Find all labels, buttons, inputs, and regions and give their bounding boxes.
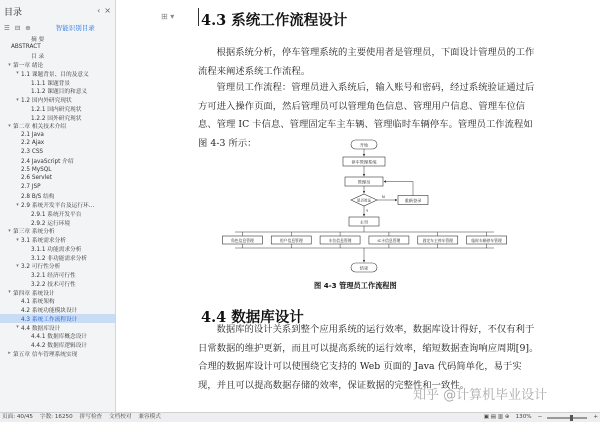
toc-item-label: 4.1 系统架构 xyxy=(21,299,55,306)
toc-item[interactable] xyxy=(0,34,115,43)
toc-item[interactable] xyxy=(0,349,115,358)
toc-item-label: 2.3 CSS xyxy=(21,149,44,156)
watermark: 知乎 @计算机毕业设计 xyxy=(413,388,548,403)
collapse-all-icon[interactable]: ⊟ xyxy=(14,23,21,32)
toc-item[interactable] xyxy=(0,183,115,192)
expand-all-icon[interactable]: ☰ xyxy=(4,23,10,32)
toc-item[interactable] xyxy=(0,157,115,166)
toc-item-label: 第四章 系统设计 xyxy=(13,290,55,297)
flow-end-label: 结束 xyxy=(359,265,369,271)
toc-item[interactable] xyxy=(0,87,115,96)
chevron-icon[interactable]: ▾ xyxy=(16,236,19,243)
toc-item-label: 2.2 Ajax xyxy=(21,140,45,147)
chevron-icon[interactable]: ▾ xyxy=(16,324,19,331)
toc-item[interactable] xyxy=(0,192,115,201)
toc-item[interactable] xyxy=(0,332,115,341)
toc-item[interactable] xyxy=(0,174,115,183)
chevron-icon[interactable]: ▾ xyxy=(16,70,19,77)
toc-item-label: 1.2.2 国外研究现状 xyxy=(31,115,82,122)
toc-item-label: 1.1.1 课题背景 xyxy=(31,80,71,87)
toc-item[interactable] xyxy=(0,43,115,52)
flow-yes-label: Y xyxy=(366,209,369,213)
toc-item-label: 第五章 信车管理系统实现 xyxy=(13,351,78,358)
flow-check-label: 是否验证 xyxy=(356,198,372,203)
compat-mode-label: 兼容模式 xyxy=(138,413,161,420)
flow-module-label: 临时车辆停车管理 xyxy=(471,238,502,243)
toc-item-label: 2.7 JSP xyxy=(21,184,41,191)
zoom-slider[interactable] xyxy=(547,417,587,419)
view-mode-icons[interactable]: ▣ ▤ ▥ ⊕ xyxy=(483,413,510,420)
toc-item[interactable] xyxy=(0,314,115,323)
toc-item[interactable] xyxy=(0,218,115,227)
toc-item-label: 2.4 JavaScript 介绍 xyxy=(21,159,74,166)
flow-start-label: 开始 xyxy=(359,142,369,148)
toc-item-label: 1.2 国内外研究现状 xyxy=(21,98,72,105)
chevron-icon[interactable]: ▾ xyxy=(16,96,19,103)
page-indicator[interactable]: 页面: 40/45 xyxy=(2,413,33,420)
toc-item-label: 4.3 系统工作流程设计 xyxy=(21,316,78,323)
flow-module-label: 固定车主停车管理 xyxy=(422,238,453,243)
toc-item-label: 第一章 绪论 xyxy=(13,63,44,70)
chevron-icon[interactable]: ▾ xyxy=(8,289,11,296)
document-page[interactable] xyxy=(116,0,600,412)
toc-item[interactable] xyxy=(0,227,115,236)
add-heading-icon[interactable]: ⊕ xyxy=(25,23,31,32)
flow-main-label: 主页 xyxy=(359,219,369,225)
toc-item-label: 3.2.1 经济可行性 xyxy=(31,273,76,280)
proofread-button[interactable]: 文档校对 xyxy=(109,413,132,420)
toc-item-label: ABSTRACT xyxy=(11,44,41,51)
toc-item-label: 目 录 xyxy=(31,54,45,61)
chevron-icon[interactable]: ▸ xyxy=(8,350,11,357)
toc-sidebar xyxy=(0,0,116,412)
flow-module-label: IC卡信息管理 xyxy=(377,238,401,243)
toc-item[interactable] xyxy=(0,288,115,297)
toc-item-label: 1.2.1 国内研究现状 xyxy=(31,106,82,113)
flow-module-label: 车位信息管理 xyxy=(328,238,352,243)
toc-item-label: 3.1.2 非功能需求分析 xyxy=(31,255,88,262)
flow-module-label: 角色信息管理 xyxy=(231,238,254,243)
toc-item-label: 2.1 Java xyxy=(21,131,44,138)
toc-item-label: 2.5 MySQL xyxy=(21,166,52,173)
section-heading-4-4[interactable]: 4.4 数据库设计 xyxy=(201,309,304,326)
toc-item-label: 2.6 Servlet xyxy=(21,175,52,182)
spell-check-button[interactable]: 拼写检查 xyxy=(79,413,103,420)
flow-relogin-label: 重新登录 xyxy=(404,198,422,203)
toc-item[interactable] xyxy=(0,69,115,78)
toc-item-label: 4.4.1 数据库概念设计 xyxy=(31,334,88,341)
toc-item[interactable] xyxy=(0,262,115,271)
sidebar-title: 目录 xyxy=(4,7,23,18)
toc-item[interactable] xyxy=(0,60,115,69)
admin-workflow-diagram xyxy=(212,136,512,281)
toc-item-label: 第二章 相关技术介绍 xyxy=(13,124,66,131)
toc-item[interactable] xyxy=(0,253,115,262)
toc-item[interactable] xyxy=(0,122,115,131)
toc-item-label: 3.1 系统需求分析 xyxy=(21,238,66,245)
toc-item[interactable] xyxy=(0,305,115,314)
toc-item[interactable] xyxy=(0,279,115,288)
toc-item-label: 1.1 课题背景、目的及意义 xyxy=(21,71,89,78)
close-icon[interactable]: × xyxy=(104,6,111,15)
toc-list xyxy=(0,34,115,358)
toc-item-label: 摘 要 xyxy=(31,36,45,43)
flow-no-label: N xyxy=(382,195,385,199)
toc-item[interactable] xyxy=(0,139,115,148)
text-cursor xyxy=(198,8,199,26)
paragraph-workflow[interactable]: 管理员工作流程：管理员进入系统后，输入账号和密码，经过系统验证通过后方可进入操作页面，然后管理员可以管理角色信息、管理用户信息、管理车位信息、管理 IC 卡信息、管理固定车主车辆、管理临时车辆停车。管理员工作流程如图 4-3 所示： xyxy=(198,82,535,149)
toc-item[interactable] xyxy=(0,165,115,174)
smart-toc-button[interactable]: 智能识别目录 xyxy=(55,23,95,32)
chevron-icon[interactable]: ▾ xyxy=(16,201,19,208)
zoom-out-icon[interactable]: − xyxy=(537,413,543,420)
toc-item[interactable] xyxy=(0,297,115,306)
chevron-icon[interactable]: ▾ xyxy=(8,122,11,129)
toc-item[interactable] xyxy=(0,323,115,332)
toc-item[interactable] xyxy=(0,244,115,253)
toc-item-label: 2.8 B/S 结构 xyxy=(21,194,55,201)
zoom-in-icon[interactable]: + xyxy=(593,413,598,420)
toc-item-label: 3.2.2 技术可行性 xyxy=(31,281,76,288)
toc-item[interactable] xyxy=(0,209,115,218)
toc-item-label: 4.4 数据库设计 xyxy=(21,325,61,332)
toc-item-label: 2.9.1 系统开发平台 xyxy=(31,211,82,218)
toc-item[interactable] xyxy=(0,130,115,139)
toc-item[interactable] xyxy=(0,104,115,113)
toc-item-label: 2.9 系统开发平台及运行环... xyxy=(21,203,95,210)
flow-admin-label: 管理员 xyxy=(357,179,371,185)
word-count[interactable]: 字数: 16250 xyxy=(39,413,73,420)
chevron-icon[interactable]: ▾ xyxy=(16,262,19,269)
toc-item-label: 4.4.2 数据库逻辑设计 xyxy=(31,343,88,350)
flow-system-label: 停车管理系统 xyxy=(351,159,377,165)
sidebar-toolbar xyxy=(0,22,115,34)
status-bar xyxy=(0,412,600,422)
paragraph-intro[interactable]: 根据系统分析，停车管理系统的主要使用者是管理员，下面设计管理员的工作流程来阐述系统工作流程。 xyxy=(198,47,535,77)
toc-item[interactable] xyxy=(0,270,115,279)
chevron-icon[interactable]: ▾ xyxy=(8,61,11,68)
chevron-icon[interactable]: ▾ xyxy=(8,227,11,234)
paragraph-mark-icon: ⊞ ▾ xyxy=(161,12,175,21)
toc-item[interactable] xyxy=(0,340,115,349)
toc-item[interactable] xyxy=(0,95,115,104)
toc-item-label: 3.1.1 功能需求分析 xyxy=(31,246,82,253)
sidebar-header xyxy=(0,0,115,22)
collapse-icon[interactable]: ‹ xyxy=(97,6,101,15)
figure-caption: 图 4-3 管理员工作流程图 xyxy=(314,281,397,290)
toc-item-label: 3.2 可行性分析 xyxy=(21,264,61,271)
toc-item[interactable] xyxy=(0,78,115,87)
toc-item[interactable] xyxy=(0,235,115,244)
toc-item[interactable] xyxy=(0,148,115,157)
toc-item-label: 1.1.2 课题目的和意义 xyxy=(31,89,88,96)
toc-item-label: 2.9.2 运行环境 xyxy=(31,220,71,227)
section-heading-4-3[interactable]: 4.3 系统工作流程设计 xyxy=(201,12,348,29)
toc-item[interactable] xyxy=(0,113,115,122)
toc-item[interactable] xyxy=(0,52,115,61)
toc-item-label: 4.2 系统功能模块设计 xyxy=(21,308,78,315)
flow-module-label: 用户信息管理 xyxy=(279,238,303,243)
zoom-level[interactable]: 130% xyxy=(515,413,532,420)
paragraph-database[interactable]: 数据库的设计关系到整个应用系统的运行效率，数据库设计得好，不仅有利于日常数据的维护更新，而且可以提高系统的运行效率，缩短数据查询响应周期[9]。合理的数据库设计可以使围绕它支持的 Web 页面的 Java 代码简单化，易于实现，并且可以提高数据存储的效率，保证数据的完整性和一致性。 xyxy=(198,324,539,391)
toc-item[interactable] xyxy=(0,200,115,209)
zoom-slider-knob[interactable] xyxy=(570,415,573,421)
toc-item-label: 第三章 系统分析 xyxy=(13,229,55,236)
